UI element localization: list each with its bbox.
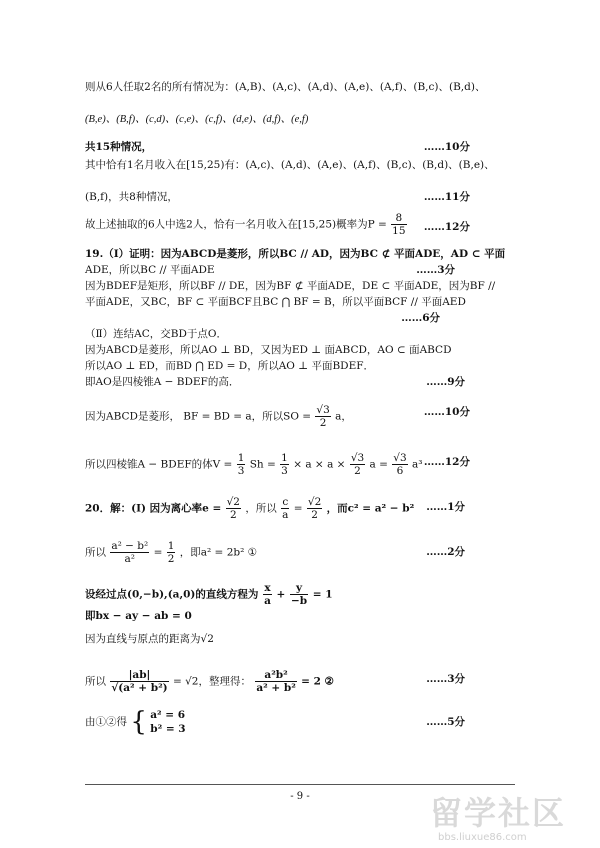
equals-sign: = bbox=[153, 546, 163, 559]
fraction-numerator: 8 bbox=[391, 212, 406, 225]
watermark-url: bbs.liuxue86.com bbox=[438, 832, 527, 843]
fraction-numerator: 1 bbox=[281, 452, 288, 464]
volume-fraction-3 bbox=[350, 452, 365, 477]
text-line-5: (B,f)，共8种情况， bbox=[85, 191, 178, 203]
line-equation-statement: 设经过点(0,−b),(a,0)的直线方程为 bbox=[85, 588, 259, 601]
fraction-denominator: 3 bbox=[237, 465, 245, 477]
fraction-numerator: c bbox=[282, 496, 289, 508]
fraction-denominator: 2 bbox=[167, 553, 175, 565]
text-connector: ，所以 bbox=[245, 502, 277, 515]
text-line-7 bbox=[85, 247, 505, 261]
text-line-23 bbox=[85, 708, 186, 736]
fraction-numerator: y bbox=[290, 582, 308, 595]
y-over-neg-b bbox=[290, 582, 308, 607]
text-line-6 bbox=[85, 212, 408, 237]
text-line-22 bbox=[85, 669, 334, 694]
probability-fraction bbox=[391, 212, 406, 237]
solution-system bbox=[150, 708, 185, 736]
volume-result: a³ bbox=[412, 458, 423, 471]
fraction-denominator: 15 bbox=[392, 225, 406, 237]
page-number: - 9 - bbox=[290, 791, 310, 802]
score-10-a: ……10分 bbox=[423, 141, 470, 153]
equation-1: ，即a² = 2b² ① bbox=[179, 546, 258, 559]
problem-20-heading: 20．解：(Ⅰ) 因为离心率e = bbox=[85, 502, 222, 515]
text-line-4: 其中恰有1名月收入在[15,25)有：(A,c)、(A,d)、(A,e)、(A,f)、(B,c)、(B,d)、(B,e)、 bbox=[85, 159, 495, 171]
score-10-b: ……10分 bbox=[423, 406, 470, 418]
eccentricity-fraction bbox=[226, 496, 241, 521]
equals-sign: = bbox=[293, 502, 303, 515]
text-line-14: 即AO是四棱锥A − BDEF的高． bbox=[85, 376, 240, 388]
fraction-numerator: x bbox=[264, 582, 271, 594]
text-prefix: 所以 bbox=[85, 546, 106, 559]
fraction-denominator: 2 bbox=[229, 509, 237, 521]
volume-fraction-4 bbox=[392, 452, 407, 477]
text-line-12: 因为ABCD是菱形，所以AO ⊥ BD，又因为ED ⊥ 面ABCD，AO ⊂ 面ABCD bbox=[85, 344, 452, 356]
fraction-numerator: √2 bbox=[307, 496, 322, 508]
text-line-3: 共15种情况， bbox=[85, 141, 153, 153]
fraction-denominator: −b bbox=[291, 595, 308, 607]
text-line-19 bbox=[85, 582, 333, 607]
x-over-a bbox=[263, 582, 272, 607]
so-fraction bbox=[315, 404, 330, 429]
volume-sh: Sh = bbox=[249, 458, 276, 471]
text-line-16 bbox=[85, 452, 422, 477]
text-line-1: 则从6人任取2名的所有情况为：(A,B)、(A,c)、(A,d)、(A,e)、(A,f)、(B,c)、(B,d)、 bbox=[85, 81, 486, 93]
problem-19-heading: 19.（Ⅰ）证明：因为ABCD是菱形，所以BC // AD，因为BC ⊄ 平面ADE，AD ⊂ 平面 bbox=[85, 248, 506, 260]
fraction-denominator: 3 bbox=[281, 465, 288, 477]
footer-divider bbox=[85, 784, 515, 785]
fraction-denominator: a bbox=[264, 595, 271, 607]
plus-sign: + bbox=[276, 588, 286, 601]
text-line-17 bbox=[85, 496, 414, 521]
so-suffix: a， bbox=[335, 410, 352, 423]
text-prefix: 所以 bbox=[85, 675, 106, 688]
volume-statement: 所以四棱锥A − BDEF的体V = bbox=[85, 458, 233, 471]
simplify-text: = √2，整理得： bbox=[172, 675, 251, 688]
simplified-fraction bbox=[255, 669, 296, 694]
fraction-numerator: 1 bbox=[167, 540, 175, 552]
score-3-a: ……3分 bbox=[416, 264, 455, 276]
equals-one: = 1 bbox=[312, 588, 333, 601]
ratio-fraction bbox=[110, 540, 149, 565]
text-line-2: (B,e)、(B,f)、(c,d)、(c,e)、(c,f)、(d,e)、(d,f)、(e,f) bbox=[85, 114, 309, 125]
fraction-numerator: 1 bbox=[237, 452, 245, 464]
watermark-logo bbox=[430, 788, 600, 848]
fraction-denominator: 2 bbox=[354, 465, 361, 477]
fraction-denominator: a bbox=[282, 509, 289, 521]
text-line-18 bbox=[85, 540, 257, 565]
fraction-numerator: √3 bbox=[316, 404, 330, 416]
fraction-denominator: a² + b² bbox=[256, 682, 296, 694]
score-2: ……2分 bbox=[426, 546, 465, 558]
fraction-numerator: |ab| bbox=[110, 669, 168, 682]
solve-prefix: 由①②得 bbox=[85, 716, 127, 728]
score-12-b: ……12分 bbox=[423, 456, 470, 468]
score-1: ……1分 bbox=[426, 501, 465, 513]
fraction-numerator: a²b² bbox=[255, 669, 296, 682]
ca-value-fraction bbox=[307, 496, 322, 521]
equation-2: = 2 ② bbox=[301, 675, 334, 688]
left-brace: { bbox=[130, 707, 147, 737]
volume-fraction-1 bbox=[237, 452, 246, 477]
volume-product: × a × a × bbox=[293, 458, 346, 471]
score-11: ……11分 bbox=[423, 191, 470, 203]
fraction-denominator: √(a² + b²) bbox=[111, 682, 168, 694]
fraction-numerator: √3 bbox=[350, 452, 365, 464]
text-line-10: 平面ADE，又BC，BF ⊂ 平面BCF且BC ⋂ BF = B，所以平面BCF // 平面AED bbox=[85, 296, 466, 308]
fraction-numerator: √3 bbox=[393, 452, 407, 464]
text-line-11: （Ⅱ）连结AC，交BD于点O． bbox=[85, 328, 227, 340]
text-line-13: 所以AO ⊥ ED，而BD ⋂ ED = D，所以AO ⊥ 平面BDEF． bbox=[85, 360, 375, 372]
score-3-b: ……3分 bbox=[426, 673, 465, 685]
fraction-denominator: 2 bbox=[319, 417, 327, 429]
distance-fraction bbox=[110, 669, 168, 694]
fraction-numerator: a² − b² bbox=[111, 540, 149, 552]
text-line-9: 因为BDEF是矩形，所以BF // DE，因为BF ⊄ 平面ADE，DE ⊂ 平面ADE，因为BF // bbox=[85, 280, 496, 292]
score-5: ……5分 bbox=[426, 716, 465, 728]
text-line-20: 即bx − ay − ab = 0 bbox=[85, 610, 192, 622]
solution-a-squared: a² = 6 bbox=[150, 709, 186, 721]
fraction-denominator: 2 bbox=[311, 509, 318, 521]
watermark-text: 留学社区 bbox=[430, 794, 567, 832]
score-9: ……9分 bbox=[426, 376, 465, 388]
volume-fraction-2 bbox=[280, 452, 289, 477]
c-squared-relation: ，而c² = a² − b² bbox=[326, 502, 415, 515]
fraction-denominator: 6 bbox=[396, 465, 404, 477]
so-length-statement: 因为ABCD是菱形， BF = BD = a，所以SO = bbox=[85, 410, 312, 423]
text-line-15 bbox=[85, 404, 352, 429]
probability-statement: 故上述抽取的6人中选2人，恰有一名月收入在[15,25)概率为P = bbox=[85, 218, 387, 231]
ca-fraction bbox=[281, 496, 289, 521]
score-6: ……6分 bbox=[401, 312, 440, 324]
volume-equals: a = bbox=[369, 458, 388, 471]
solution-b-squared: b² = 3 bbox=[150, 723, 186, 735]
text-line-21: 因为直线与原点的距离为√2 bbox=[85, 633, 214, 645]
fraction-denominator: a² bbox=[124, 553, 136, 565]
score-12-a: ……12分 bbox=[423, 221, 470, 233]
fraction-numerator: √2 bbox=[226, 496, 240, 508]
text-line-8: ADE，所以BC // 平面ADE bbox=[85, 264, 215, 276]
half-fraction bbox=[167, 540, 176, 565]
